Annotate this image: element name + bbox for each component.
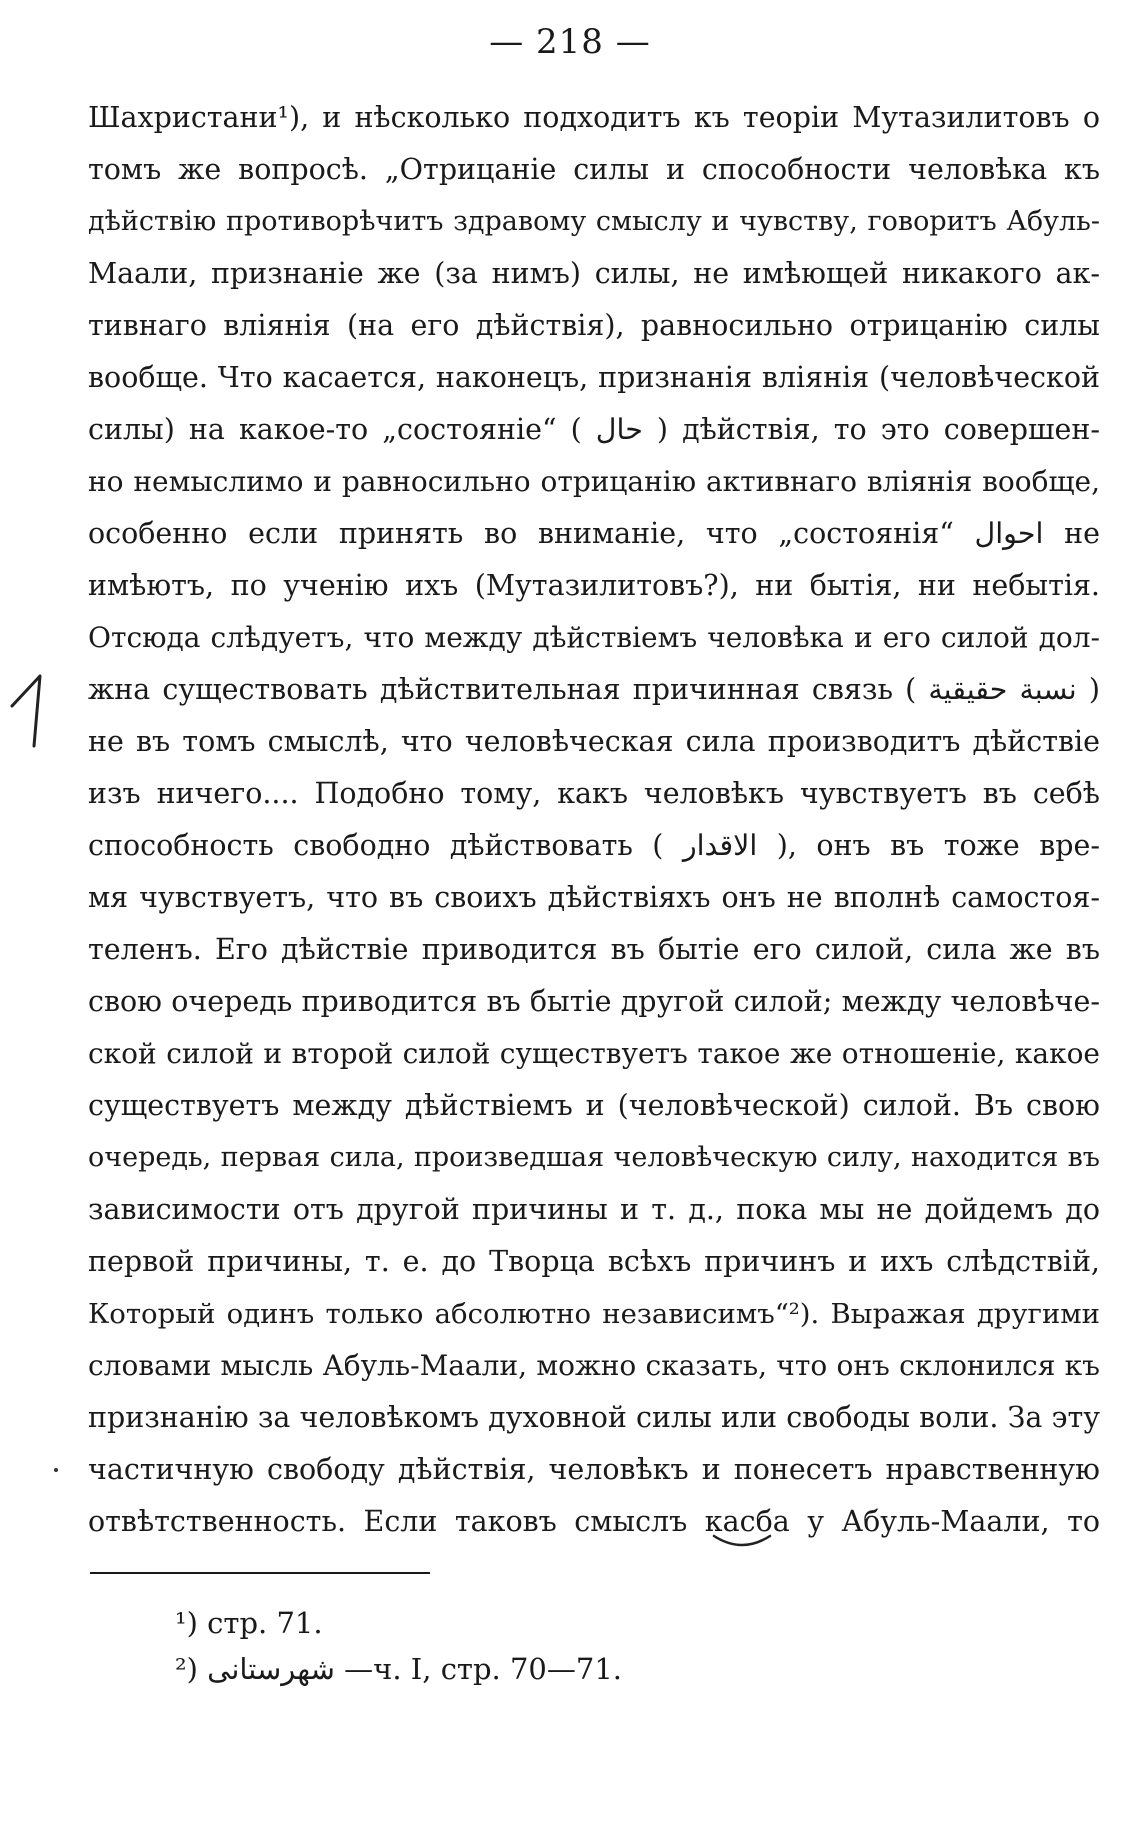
text-line: изъ ничего.... Подобно тому, какъ человѣкъ чувствуетъ въ себѣ	[88, 777, 1100, 810]
handwritten-underline-icon	[712, 1532, 772, 1550]
text-line: Который одинъ только абсолютно независимъ“²). Выражая другими	[88, 1298, 1100, 1330]
text-line: Маали, признаніе же (за нимъ) силы, не имѣющей никакого ак-	[88, 257, 1100, 290]
page-number: — 218 —	[489, 22, 651, 62]
text-line: дѣйствію противорѣчитъ здравому смыслу и чувству, говоритъ Абуль-	[88, 206, 1100, 237]
text-line: вообще. Что касается, наконецъ, признанія вліянія (человѣческой	[88, 361, 1100, 394]
footnote-1: ¹) стр. 71.	[175, 1606, 323, 1640]
text-line: томъ же вопросѣ. „Отрицаніе силы и способности человѣка къ	[88, 153, 1100, 186]
body-text	[88, 92, 1100, 1548]
text-line: силы) на какое-то „состояніе“ ( حال ) дѣйствія, то это совершен-	[88, 413, 1100, 446]
footnote-divider	[90, 1572, 430, 1574]
text-line: зависимости отъ другой причины и т. д., пока мы не дойдемъ до	[88, 1193, 1100, 1226]
text-line: словами мысль Абуль-Маали, можно сказать, что онъ склонился къ	[88, 1349, 1100, 1382]
text-line: частичную свободу дѣйствія, человѣкъ и понесетъ нравственную	[88, 1453, 1100, 1486]
text-line: свою очередь приводится въ бытіе другой силой; между человѣче-	[88, 985, 1100, 1018]
text-line: особенно если принять во вниманіе, что „состоянія“ احوال не	[88, 517, 1100, 550]
text-line: Отсюда слѣдуетъ, что между дѣйствіемъ человѣка и его силой дол-	[88, 621, 1100, 654]
text-line: отвѣтственность. Если таковъ смыслъ касба у Абуль-Маали, то	[88, 1505, 1100, 1538]
text-line: не въ томъ смыслѣ, что человѣческая сила производитъ дѣйствіе	[88, 725, 1100, 758]
text-line: признанію за человѣкомъ духовной силы или свободы воли. За эту	[88, 1401, 1100, 1434]
footnote-2: ²) شهرستانى —ч. I, стр. 70—71.	[175, 1652, 622, 1686]
text-line: имѣютъ, по ученію ихъ (Мутазилитовъ?), ни бытія, ни небытія.	[88, 569, 1100, 602]
margin-pencil-mark-icon	[8, 670, 48, 750]
footnotes	[175, 1600, 875, 1692]
text-line: жна существовать дѣйствительная причинная связь ( نسبة حقيقية )	[88, 673, 1100, 706]
text-line: Шахристани¹), и нѣсколько подходитъ къ теоріи Мутазилитовъ о	[88, 101, 1100, 134]
text-line: но немыслимо и равносильно отрицанію активнаго вліянія вообще,	[88, 465, 1100, 498]
text-line: тивнаго вліянія (на его дѣйствія), равносильно отрицанію силы	[88, 309, 1100, 342]
text-line: очередь, первая сила, произведшая человѣческую силу, находится въ	[88, 1142, 1100, 1173]
margin-dot-mark	[54, 1468, 58, 1472]
text-line: теленъ. Его дѣйствіе приводится въ бытіе его силой, сила же въ	[88, 933, 1100, 966]
text-line: существуетъ между дѣйствіемъ и (человѣческой) силой. Въ свою	[88, 1089, 1100, 1122]
text-line: ской силой и второй силой существуетъ такое же отношеніе, какое	[88, 1037, 1100, 1070]
text-line: первой причины, т. е. до Творца всѣхъ причинъ и ихъ слѣдствій,	[88, 1245, 1100, 1278]
text-line: мя чувствуетъ, что въ своихъ дѣйствіяхъ онъ не вполнѣ самостоя-	[88, 881, 1100, 914]
text-line: способность свободно дѣйствовать ( الاقدار ), онъ въ тоже вре-	[88, 829, 1100, 862]
